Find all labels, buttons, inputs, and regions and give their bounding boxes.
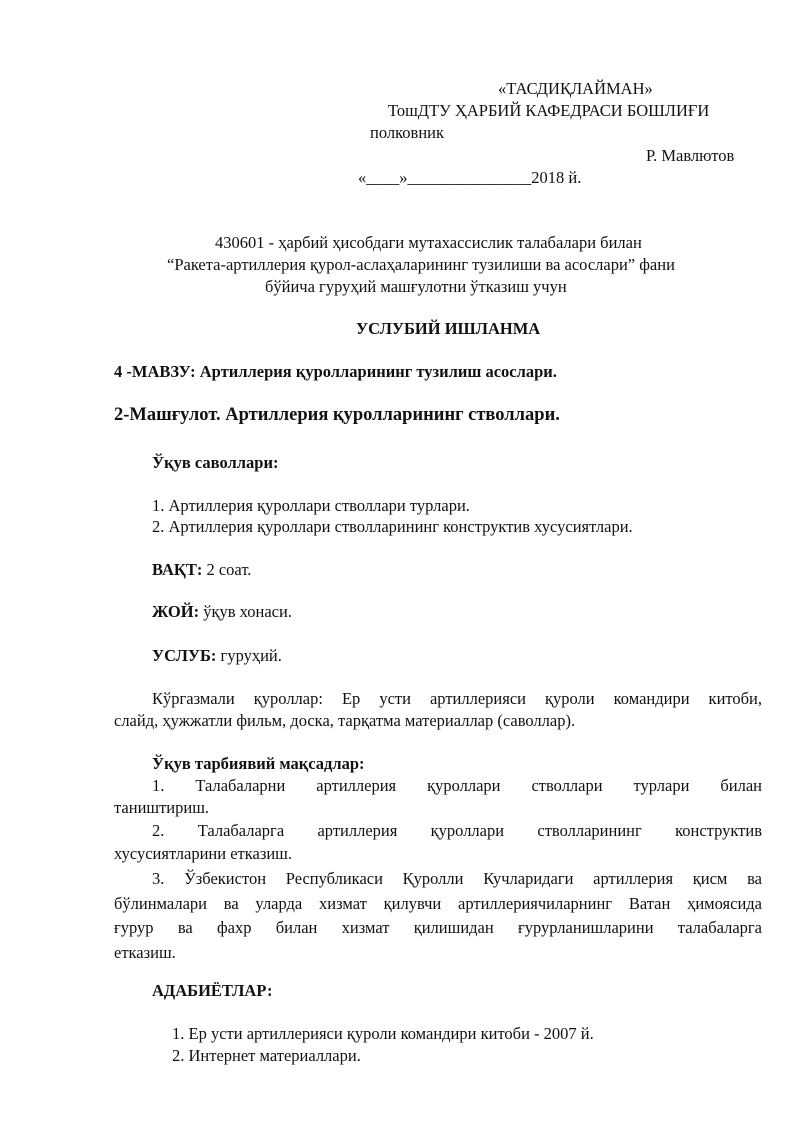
time-line [152,559,251,580]
goal-1-line-1: 1. Талабаларни артиллерия қуроллари стволлари турлари билан [152,776,762,795]
literature-item-2: 2. Интернет материаллари. [172,1046,361,1065]
intro-line-2: “Ракета-артиллерия қурол-аслаҳаларининг тузилиши ва асослари” фани [167,255,675,274]
time-label: ВАҚТ: [152,560,203,579]
literature-heading: АДАБИЁТЛАР: [152,981,273,1000]
goal-2-line-1: 2. Талабаларга артиллерия қуроллари стволларининг конструктив [152,821,762,840]
time-value: 2 соат. [202,560,252,579]
intro-line-3: бўйича гуруҳий машғулотни ўтказиш учун [265,277,567,296]
questions-heading: Ўқув саволлари: [152,453,279,472]
place-label: ЖОЙ: [152,602,200,621]
approval-rank: полковник [370,123,444,142]
goal-3-line-3: ғурур ва фахр билан хизмат қилишидан ғурурланишларини талабаларга [114,918,762,937]
topic-heading: 4 -МАВЗУ: Артиллерия қуролларининг тузилиш асослари. [114,362,557,381]
approval-title: «ТАСДИҚЛАЙМАН» [498,79,653,98]
approval-org: ТошДТУ ҲАРБИЙ КАФЕДРАСИ БОШЛИҒИ [388,101,710,120]
method-value: гуруҳий. [216,646,282,665]
lesson-heading: 2-Машғулот. Артиллерия қуролларининг стволлари. [114,405,560,425]
goals-heading: Ўқув тарбиявий мақсадлар: [152,754,365,773]
goal-3-line-2: бўлинмалари ва уларда хизмат қилувчи артиллериячиларнинг Ватан ҳимоясида [114,894,762,913]
method-label: УСЛУБ: [152,646,217,665]
approval-date: «____»_______________2018 й. [358,168,582,187]
question-item-1: 1. Артиллерия қуроллари стволлари турлари. [152,496,470,515]
goal-1-line-2: таништириш. [114,798,210,817]
goal-3-line-4: етказиш. [114,943,176,962]
place-value: ўқув хонаси. [199,602,292,621]
document-title: УСЛУБИЙ ИШЛАНМА [356,319,541,338]
literature-item-1: 1. Ер усти артиллерияси қуроли командири китоби - 2007 й. [172,1024,594,1043]
approval-name: Р. Мавлютов [646,146,735,165]
visual-aids-line-1: Кўргазмали қуроллар: Ер усти артиллерияси қуроли командири китоби, [152,689,762,708]
method-line [152,645,282,666]
goal-3-line-1: 3. Ўзбекистон Республикаси Қуролли Кучларидаги артиллерия қисм ва [152,869,762,888]
visual-aids-line-2: слайд, ҳужжатли фильм, доска, тарқатма материаллар (саволлар). [114,711,576,730]
goal-2-line-2: хусусиятларини етказиш. [114,844,292,863]
place-line [152,601,292,622]
question-item-2: 2. Артиллерия қуроллари стволларининг конструктив хусусиятлари. [152,517,633,536]
intro-line-1: 430601 - ҳарбий ҳисобдаги мутахассислик талабалари билан [215,233,642,252]
